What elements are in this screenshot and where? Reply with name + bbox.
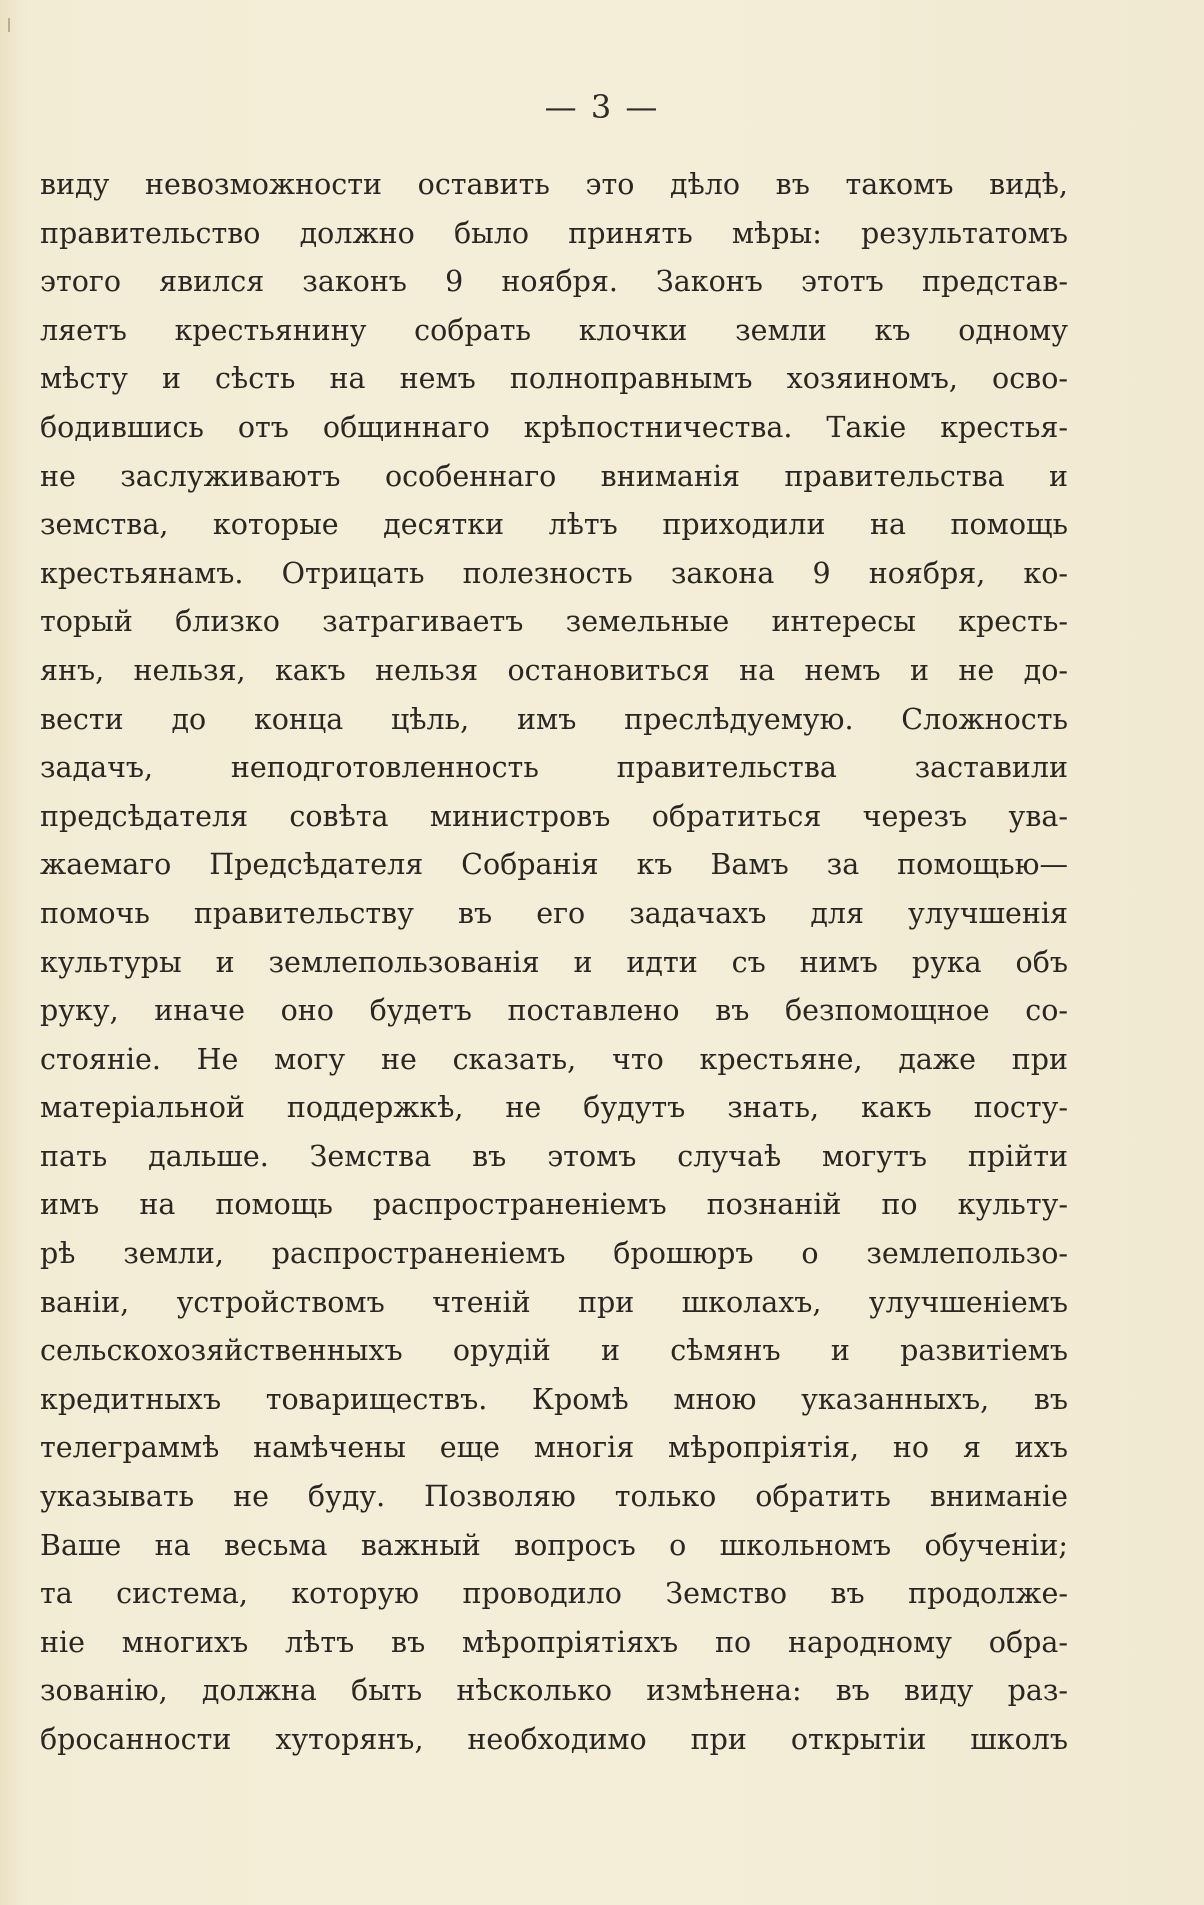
text-line: жаемаго Предсѣдателя Собранія къ Вамъ за помощью— — [40, 848, 1068, 882]
text-line: ляетъ крестьянину собрать клочки земли къ одному — [40, 313, 1068, 347]
body-text — [40, 161, 1068, 1765]
text-line: торый близко затрагиваетъ земельные интересы кресть- — [40, 605, 1068, 639]
text-line: та система, которую проводило Земство въ продолже- — [40, 1577, 1068, 1611]
text-line: ніе многихъ лѣтъ въ мѣропріятіяхъ по народному обра- — [40, 1625, 1068, 1659]
text-line: стояніе. Не могу не сказать, что крестьяне, даже при — [40, 1042, 1068, 1076]
text-line: телеграммѣ намѣчены еще многія мѣропріятія, но я ихъ — [40, 1431, 1068, 1465]
page-number: — 3 — — [544, 88, 660, 126]
text-line: культуры и землепользованія и идти съ нимъ рука объ — [40, 945, 1068, 979]
text-line: имъ на помощь распространеніемъ познаній по культу- — [40, 1188, 1068, 1222]
text-line: Ваше на весьма важный вопросъ о школьномъ обученіи; — [40, 1528, 1068, 1562]
text-line: рѣ земли, распространеніемъ брошюръ о землепользо- — [40, 1237, 1068, 1271]
text-line: зованію, должна быть нѣсколько измѣнена: въ виду раз- — [40, 1674, 1068, 1708]
text-line: указывать не буду. Позволяю только обратить вниманіе — [40, 1480, 1068, 1514]
text-line: кредитныхъ товариществъ. Кромѣ мною указанныхъ, въ — [40, 1382, 1068, 1416]
text-line: бодившись отъ общиннаго крѣпостничества. Такіе крестья- — [40, 410, 1068, 444]
text-line: матеріальной поддержкѣ, не будутъ знать, какъ посту- — [40, 1091, 1068, 1125]
text-line: руку, иначе оно будетъ поставлено въ безпомощное со- — [40, 994, 1068, 1028]
text-line: бросанности хуторянъ, необходимо при открытіи школъ — [40, 1723, 1068, 1756]
text-line: вести до конца цѣль, имъ преслѣдуемую. Сложность — [40, 702, 1068, 736]
text-line: предсѣдателя совѣта министровъ обратиться черезъ ува- — [40, 799, 1068, 833]
text-line: виду невозможности оставить это дѣло въ такомъ видѣ, — [40, 168, 1068, 201]
text-line: сельскохозяйственныхъ орудій и сѣмянъ и развитіемъ — [40, 1334, 1068, 1368]
text-line: ваніи, устройствомъ чтеній при школахъ, улучшеніемъ — [40, 1285, 1068, 1319]
text-line: правительство должно было принять мѣры: результатомъ — [40, 216, 1068, 250]
edge-mark — [8, 18, 10, 32]
text-line: не заслуживаютъ особеннаго вниманія правительства и — [40, 459, 1068, 493]
text-line: крестьянамъ. Отрицать полезность закона 9 ноября, ко- — [40, 556, 1068, 590]
text-line: помочь правительству въ его задачахъ для улучшенія — [40, 896, 1068, 930]
text-line: этого явился законъ 9 ноября. Законъ этотъ представ- — [40, 265, 1068, 299]
text-line: задачъ, неподготовленность правительства заставили — [40, 751, 1068, 785]
text-line: пать дальше. Земства въ этомъ случаѣ могутъ прійти — [40, 1139, 1068, 1173]
text-line: земства, которые десятки лѣтъ приходили на помощь — [40, 508, 1068, 542]
text-line: мѣсту и сѣсть на немъ полноправнымъ хозяиномъ, осво- — [40, 362, 1068, 396]
text-line: янъ, нельзя, какъ нельзя остановиться на немъ и не до- — [40, 653, 1068, 687]
